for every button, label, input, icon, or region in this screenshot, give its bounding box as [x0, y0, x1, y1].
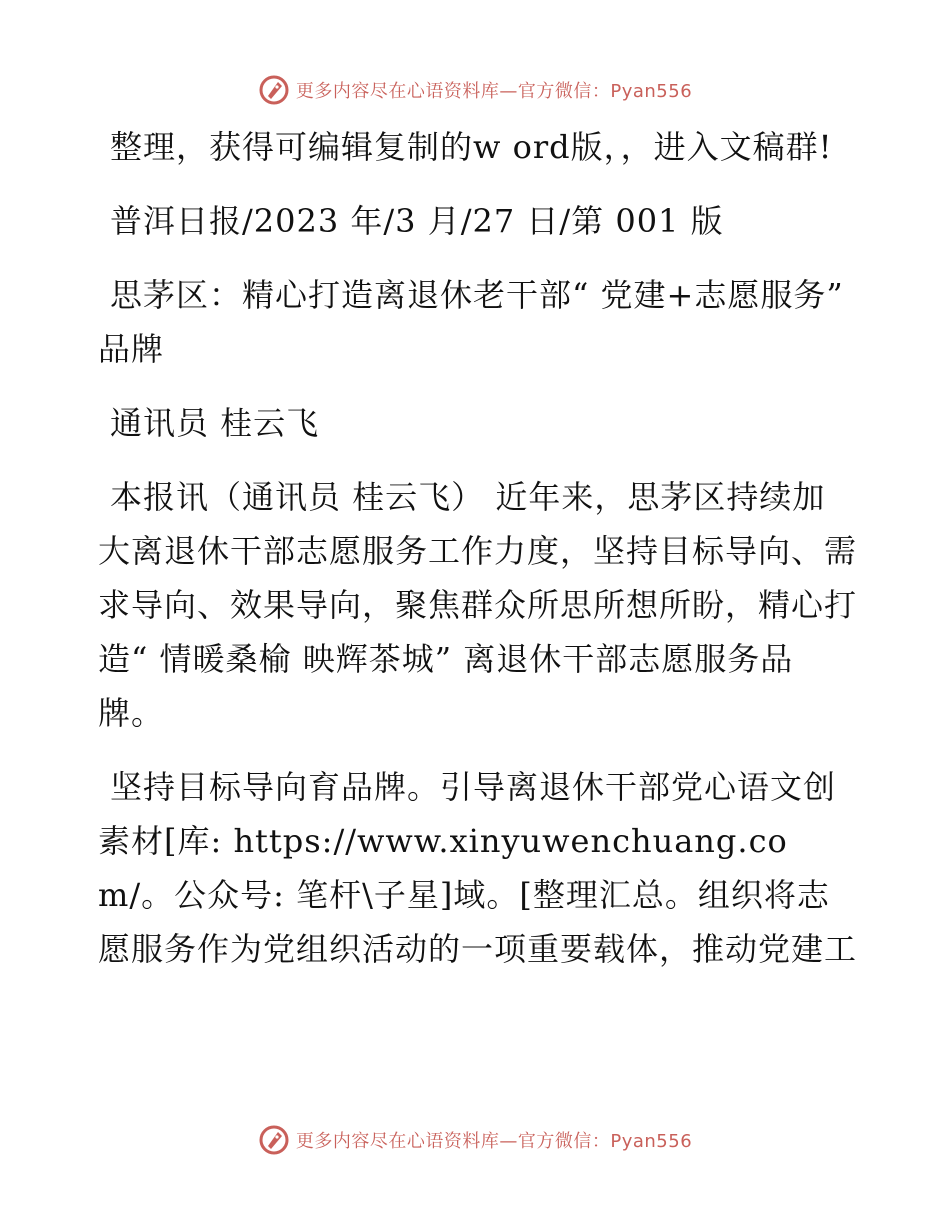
article-title: 思茅区：精心打造离退休老干部“ 党建+志愿服务” 品牌 [98, 276, 844, 368]
byline: 通讯员 桂云飞 [110, 404, 320, 442]
pen-nib-logo-icon [258, 1124, 290, 1156]
source-line: 普洱日报/2023 年/3 月/27 日/第 001 版 [110, 202, 724, 240]
footer-banner [0, 1120, 950, 1160]
banner-text: 更多内容尽在心语资料库—官方微信：Pyan556 [295, 81, 693, 102]
body-paragraph: 本报讯（通讯员 桂云飞） 近年来，思茅区持续加大离退休干部志愿服务工作力度，坚持目标导向、需求导向、效果导向，聚焦群众所思所想所盼，精心打造“ 情暖桑榆 映辉茶城” 离退休干部志愿服务品牌。 [98, 478, 858, 732]
intro-line: 整理，获得可编辑复制的w ord版，，进入文稿群! [110, 128, 833, 166]
header-banner [0, 70, 950, 110]
banner-text: 更多内容尽在心语资料库—官方微信：Pyan556 [295, 1131, 693, 1152]
body-paragraph: 坚持目标导向育品牌。引导离退休干部党心语文创素材[库: https://www.xinyuwenchuang.com/。公众号: 笔杆\子星]域。[整理汇总。组织将志愿服务作为党组织活动的一项重要载体，推动党建工 [98, 768, 858, 968]
document-body [98, 120, 858, 996]
pen-nib-logo-icon [258, 74, 290, 106]
